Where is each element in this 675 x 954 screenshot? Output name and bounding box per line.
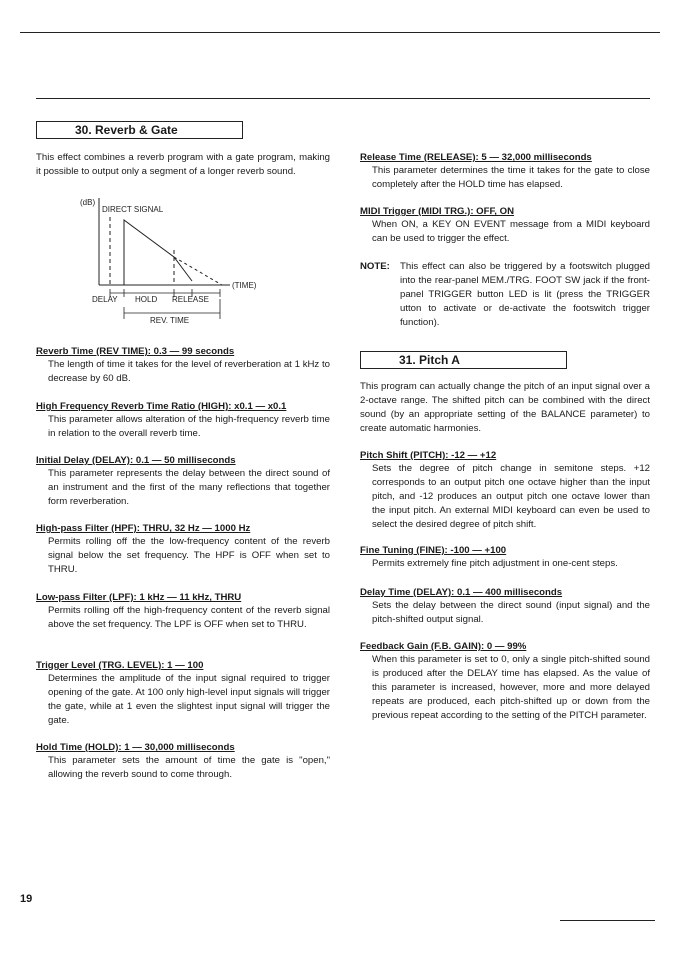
param-heading-release: Release Time (RELEASE): 5 — 32,000 milliseconds (360, 152, 592, 163)
param-text-pitch: Sets the degree of pitch change in semitone steps. +12 corresponds to an output pitch one octave higher than the input pitch, and -12 produces an output pitch one octave lower than the input pitch. An external MIDI keyboard can even be used to select the desired degree of pitch shift. (372, 463, 650, 530)
param-text-trg-level: Determines the amplitude of the input signal required to trigger opening of the gate. At 100 only high-level input signals will trigger the gate, while at 1 even the slightest input signal will trigger the gate. (48, 673, 330, 726)
param-text-high: This parameter allows alteration of the high-frequency reverb time in relation to the overall reverb time. (48, 414, 330, 439)
param-text-hold: This parameter sets the amount of time the gate is "open," allowing the reverb sound to come through. (48, 755, 330, 780)
diagram-direct-label: DIRECT SIGNAL (102, 205, 164, 214)
diagram-db-label: (dB) (80, 198, 96, 207)
param-heading-pitch: Pitch Shift (PITCH): -12 — +12 (360, 450, 497, 461)
reverb-gate-intro: This effect combines a reverb program with a gate program, making it possible to output only a segment of a longer reverb sound. (36, 152, 330, 177)
param-heading-trg-level: Trigger Level (TRG. LEVEL): 1 — 100 (36, 660, 204, 671)
diagram-release-label: RELEASE (172, 295, 209, 304)
param-heading-fine: Fine Tuning (FINE): -100 — +100 (360, 545, 507, 556)
param-text-fb-gain: When this parameter is set to 0, only a single pitch-shifted sound is produced after the DELAY time has elapsed. As the value of this parameter is increased, however, more and more delayed repeats are produced, each pitch-shifted up or down from the previous repeat according to the setting of the PITCH parameter. (372, 654, 650, 721)
param-text-midi-trg: When ON, a KEY ON EVENT message from a MIDI keyboard can be used to trigger the effect. (372, 219, 650, 244)
param-text-release: This parameter determines the time it takes for the gate to close completely after the HOLD time has elapsed. (372, 165, 650, 190)
param-text-rev-time: The length of time it takes for the level of reverberation at 1 kHz to decrease by 60 dB. (48, 359, 330, 384)
param-text-fine: Permits extremely fine pitch adjustment in one-cent steps. (372, 558, 618, 569)
param-text-delay: This parameter represents the delay between the direct sound of an instrument and the first of the many reflections that together form reverberation. (48, 468, 330, 507)
reverb-gate-diagram (80, 195, 280, 330)
note-text: This effect can also be triggered by a footswitch plugged into the rear-panel MEM./TRG. FOOT SW jack if the front-panel TRIGGER button LED is lit (press the TRIGGER utton to activate or de-activate the footswitch trigger function). (400, 261, 650, 328)
param-text-pitch-delay: Sets the delay between the direct sound (input signal) and the pitch-shifted output signal. (372, 600, 650, 625)
param-heading-high: High Frequency Reverb Time Ratio (HIGH): x0.1 — x0.1 (36, 401, 287, 412)
section-title-reverb-gate: 30. Reverb & Gate (36, 121, 243, 139)
diagram-delay-label: DELAY (92, 295, 118, 304)
page-number: 19 (20, 893, 33, 905)
param-heading-hold: Hold Time (HOLD): 1 — 30,000 milliseconds (36, 742, 235, 753)
note-label: NOTE: (360, 261, 390, 272)
param-heading-hpf: High-pass Filter (HPF): THRU, 32 Hz — 1000 Hz (36, 523, 251, 534)
top-rule (20, 32, 660, 33)
param-text-lpf: Permits rolling off the high-frequency content of the reverb signal above the set frequency. The LPF is OFF when set to THRU. (48, 605, 330, 630)
diagram-rev-time-label: REV. TIME (150, 316, 190, 325)
param-heading-lpf: Low-pass Filter (LPF): 1 kHz — 11 kHz, THRU (36, 592, 242, 603)
pitch-a-intro: This program can actually change the pitch of an input signal over a 2-octave range. The shifted pitch can be combined with the direct sound (by an appropriate setting of the BALANCE parameter) to create automatic harmonies. (360, 381, 650, 434)
param-text-hpf: Permits rolling off the the low-frequency content of the reverb signal below the set frequency. The HPF is OFF when set to THRU. (48, 536, 330, 575)
footer-rule (560, 920, 655, 921)
param-heading-pitch-delay: Delay Time (DELAY): 0.1 — 400 milliseconds (360, 587, 563, 598)
param-heading-delay: Initial Delay (DELAY): 0.1 — 50 milliseconds (36, 455, 236, 466)
param-heading-midi-trg: MIDI Trigger (MIDI TRG.): OFF, ON (360, 206, 515, 217)
diagram-time-label: (TIME) (232, 281, 257, 290)
diagram-hold-label: HOLD (135, 295, 158, 304)
section-title-pitch-a: 31. Pitch A (360, 351, 567, 369)
param-heading-fb-gain: Feedback Gain (F.B. GAIN): 0 — 99% (360, 641, 527, 652)
header-rule (36, 98, 650, 99)
param-heading-rev-time: Reverb Time (REV TIME): 0.3 — 99 seconds (36, 346, 235, 357)
